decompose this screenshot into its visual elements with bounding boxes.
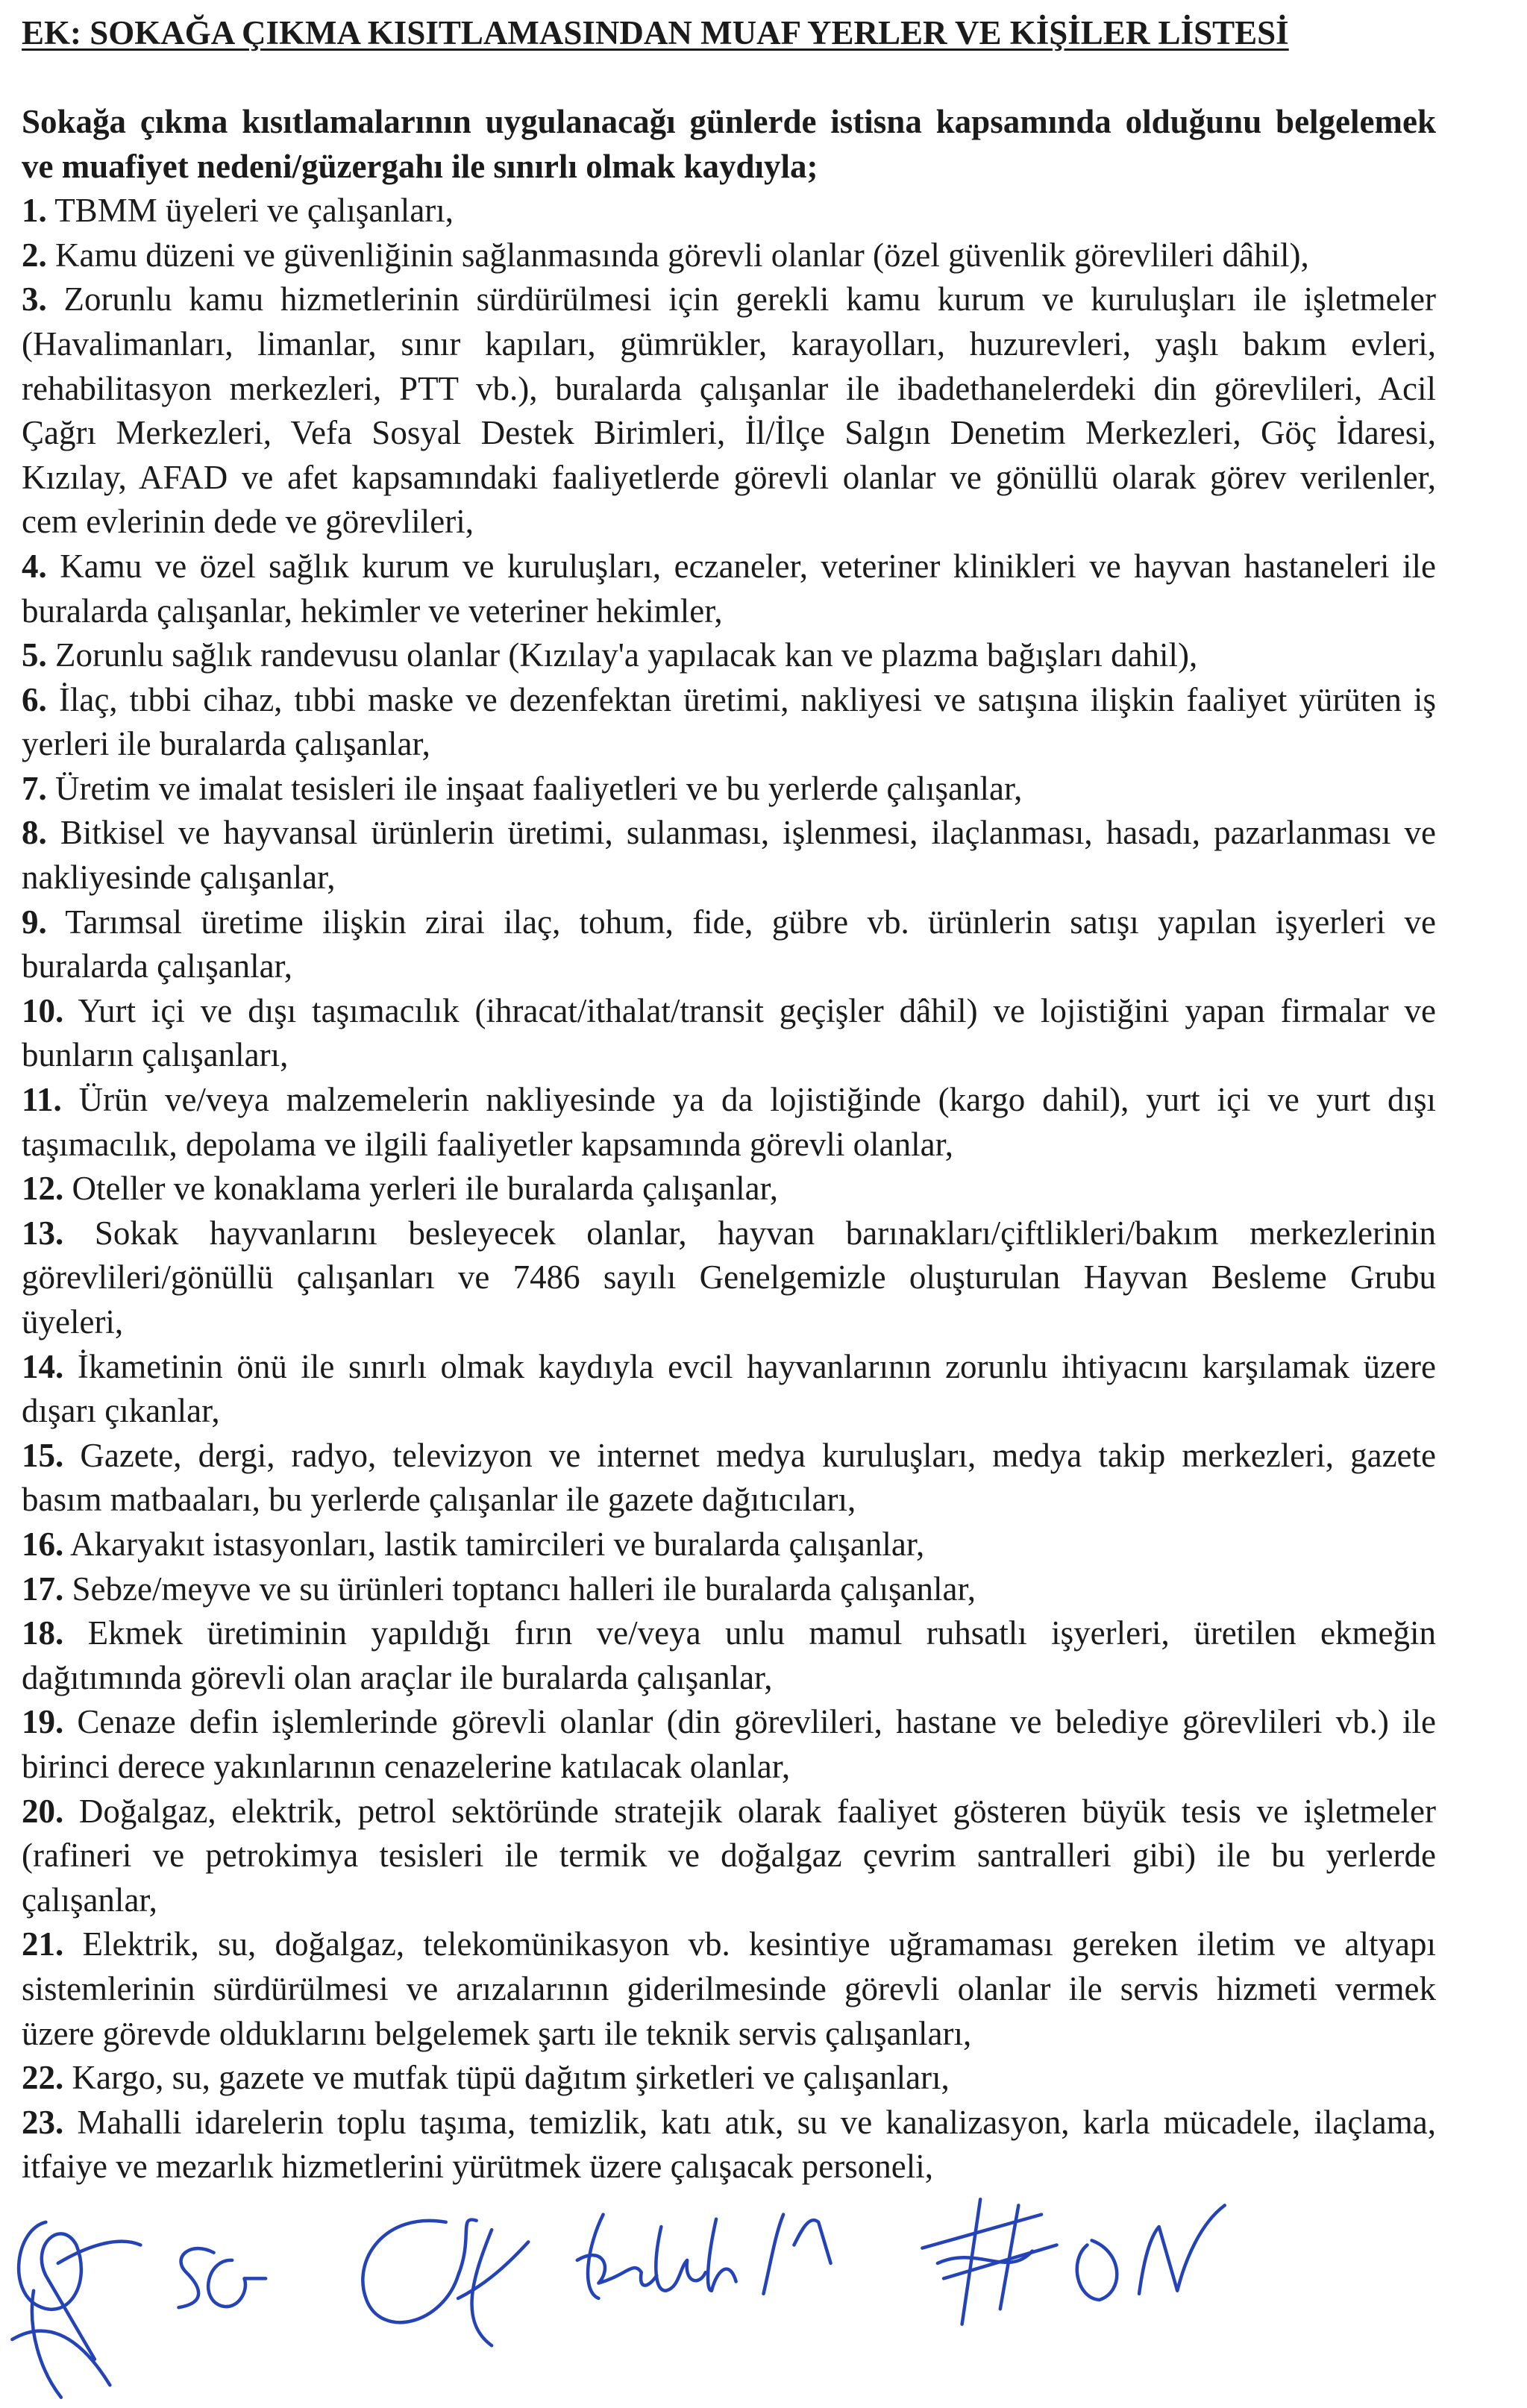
- list-item-number: 5.: [22, 636, 47, 674]
- list-item: [22, 1611, 1436, 1700]
- list-item-number: 11.: [22, 1081, 62, 1119]
- list-item-line: [22, 1922, 1436, 1967]
- list-item-text: Akaryakıt istasyonları, lastik tamircileri ve buralarda çalışanlar,: [70, 1525, 925, 1563]
- list-item-text: basım matbaaları, bu yerlerde çalışanlar ile gazete dağıtıcıları,: [22, 1481, 856, 1519]
- list-item-line: [22, 900, 1436, 945]
- list-item-line: [22, 767, 1436, 812]
- list-item-line: [22, 2101, 1436, 2145]
- list-item-text: Sokak hayvanlarını besleyecek olanlar, hayvan barınakları/çiftlikleri/bakım merkezlerinin: [94, 1214, 1436, 1252]
- list-item-line: [22, 1700, 1436, 1745]
- list-item-text: Bitkisel ve hayvansal ürünlerin üretimi, sulanması, işlenmesi, ilaçlanması, hasadı, pazarlanması ve: [60, 814, 1437, 852]
- list-item-text: Oteller ve konaklama yerleri ile buralarda çalışanlar,: [72, 1170, 778, 1208]
- list-item-text: Gazete, dergi, radyo, televizyon ve internet medya kuruluşları, medya takip merkezleri, gazete: [80, 1436, 1436, 1474]
- list-item-line: [22, 456, 1436, 501]
- list-item-number: 17.: [22, 1570, 64, 1608]
- list-item-text: Doğalgaz, elektrik, petrol sektöründe stratejik olarak faaliyet gösteren büyük tesis ve işletmeler: [78, 1792, 1437, 1830]
- list-item-line: [22, 189, 1436, 233]
- list-item-text: Ekmek üretiminin yapıldığı fırın ve/veya unlu mamul ruhsatlı işyerleri, üretilen ekmeğin: [87, 1614, 1436, 1652]
- signature-5: [764, 2215, 831, 2294]
- list-item-line: [22, 2012, 1436, 2057]
- list-item-line: [22, 367, 1436, 412]
- list-item: [22, 278, 1436, 545]
- list-item-number: 23.: [22, 2103, 64, 2141]
- list-item: [22, 1167, 1436, 1211]
- list-item-number: 13.: [22, 1214, 64, 1252]
- list-item-line: [22, 1255, 1436, 1300]
- list-item-text: sistemlerinin sürdürülmesi ve arızalarının giderilmesinde görevli olanlar ile servis hizmeti vermek: [22, 1969, 1436, 2007]
- list-item: [22, 1345, 1436, 1434]
- list-item-text: görevlileri/gönüllü çalışanları ve 7486 sayılı Genelgemizle oluşturulan Hayvan Besleme Grubu: [22, 1258, 1436, 1297]
- list-item: [22, 2101, 1436, 2189]
- list-item-line: [22, 1878, 1436, 1923]
- list-item-line: [22, 1211, 1436, 1256]
- signature-7: [1077, 2205, 1225, 2300]
- list-item-text: birinci derece yakınlarının cenazelerine katılacak olanlar,: [22, 1747, 791, 1785]
- list-item-number: 20.: [22, 1792, 64, 1830]
- list-item-text: taşımacılık, depolama ve ilgili faaliyetler kapsamında görevli olanlar,: [22, 1125, 954, 1163]
- list-item: [22, 989, 1436, 1078]
- list-item-number: 8.: [22, 814, 47, 852]
- list-item-text: İlaç, tıbbi cihaz, tıbbi maske ve dezenfektan üretimi, nakliyesi ve satışına ilişkin faaliyet yürüten iş: [58, 680, 1437, 718]
- list-item: [22, 900, 1436, 989]
- intro-line: Sokağa çıkma kısıtlamalarının uygulanacağı günlerde istisna kapsamında olduğunu belgelemek: [22, 102, 1436, 140]
- list-item-number: 4.: [22, 547, 47, 585]
- signature-1: [12, 2222, 140, 2398]
- list-item-number: 7.: [22, 769, 47, 807]
- list-item-line: [22, 989, 1436, 1034]
- list-item-text: dışarı çıkanlar,: [22, 1392, 220, 1430]
- list-item-text: Tarımsal üretime ilişkin zirai ilaç, tohum, fide, gübre vb. ürünlerin satışı yapılan işyerleri ve: [65, 903, 1437, 941]
- list-item-text: rehabilitasyon merkezleri, PTT vb.), buralarda çalışanlar ile ibadethanelerdeki din görevlileri, Acil: [22, 369, 1436, 407]
- list-item-line: [22, 545, 1436, 589]
- list-item-line: [22, 1300, 1436, 1345]
- list-item: [22, 1922, 1436, 2056]
- list-item-line: [22, 233, 1436, 278]
- list-item-text: TBMM üyeleri ve çalışanları,: [54, 192, 454, 230]
- list-item-number: 9.: [22, 903, 47, 941]
- list-item-number: 15.: [22, 1436, 64, 1474]
- list-item-text: çalışanlar,: [22, 1881, 157, 1919]
- list-item-line: [22, 944, 1436, 989]
- list-item-line: [22, 856, 1436, 900]
- list-item: [22, 1790, 1436, 1923]
- list-item-text: cem evlerinin dede ve görevlileri,: [22, 503, 474, 541]
- list-item: [22, 1523, 1436, 1567]
- list-item: [22, 678, 1436, 767]
- list-item-text: İkametinin önü ile sınırlı olmak kaydıyla evcil hayvanlarının zorunlu ihtiyacını karşılamak üzere: [77, 1347, 1437, 1385]
- list-item-line: [22, 722, 1436, 767]
- list-item-text: üzere görevde olduklarını belgelemek şartı ile teknik servis çalışanları,: [22, 2014, 972, 2052]
- document-title: EK: SOKAĞA ÇIKMA KISITLAMASINDAN MUAF YERLER VE KİŞİLER LİSTESİ: [22, 14, 1289, 51]
- list-item-number: 14.: [22, 1347, 64, 1385]
- list-item-line: [22, 278, 1436, 322]
- list-item-line: [22, 1389, 1436, 1434]
- list-item: [22, 1211, 1436, 1345]
- list-item-line: [22, 1523, 1436, 1567]
- list-item-line: [22, 589, 1436, 634]
- list-item-text: dağıtımında görevli olan araçlar ile buralarda çalışanlar,: [22, 1658, 773, 1696]
- list-item: [22, 2056, 1436, 2101]
- list-item-line: [22, 1033, 1436, 1078]
- list-item-number: 21.: [22, 1925, 64, 1963]
- list-item-line: [22, 633, 1436, 678]
- signature-3: [363, 2219, 528, 2345]
- list-item-line: [22, 1611, 1436, 1656]
- list-item-text: Ürün ve/veya malzemelerin nakliyesinde ya da lojistiğinde (kargo dahil), yurt içi ve yurt dışı: [78, 1081, 1436, 1119]
- list-item-text: Mahalli idarelerin toplu taşıma, temizlik, katı atık, su ve kanalizasyon, karla mücadele, ilaçlama,: [77, 2103, 1436, 2141]
- list-item: [22, 233, 1436, 278]
- list-item-line: [22, 2145, 1436, 2189]
- list-item-line: [22, 322, 1436, 367]
- list-item-text: (rafineri ve petrokimya tesisleri ile termik ve doğalgaz çevrim santralleri gibi) ile bu yerlerde: [22, 1837, 1436, 1875]
- list-item-text: (Havalimanları, limanlar, sınır kapıları, gümrükler, karayolları, huzurevleri, yaşlı bakım evleri,: [22, 324, 1436, 363]
- list-item-text: Yurt içi ve dışı taşımacılık (ihracat/ithalat/transit geçişler dâhil) ve lojistiğini yapan firmalar ve: [78, 991, 1436, 1029]
- list-item-text: Kargo, su, gazete ve mutfak tüpü dağıtım şirketleri ve çalışanları,: [72, 2059, 950, 2097]
- exemption-list: [22, 189, 1436, 2189]
- list-item-text: üyeleri,: [22, 1303, 124, 1341]
- list-item-line: [22, 1434, 1436, 1479]
- list-item-number: 12.: [22, 1170, 64, 1208]
- list-item-line: [22, 1345, 1436, 1390]
- list-item-line: [22, 1790, 1436, 1834]
- list-item-line: [22, 1967, 1436, 2012]
- signature-4: [577, 2215, 736, 2298]
- list-item-text: buralarda çalışanlar,: [22, 947, 292, 985]
- list-item: [22, 1567, 1436, 1612]
- list-item-text: itfaiye ve mezarlık hizmetlerini yürütmek üzere çalışacak personeli,: [22, 2148, 933, 2186]
- list-item-number: 16.: [22, 1525, 64, 1563]
- list-item-line: [22, 1834, 1436, 1878]
- list-item: [22, 1078, 1436, 1167]
- list-item-text: Zorunlu sağlık randevusu olanlar (Kızılay'a yapılacak kan ve plazma bağışları dahil),: [55, 636, 1198, 674]
- list-item-text: Kamu ve özel sağlık kurum ve kuruluşları, eczaneler, veteriner klinikleri ve hayvan hastaneleri ile: [60, 547, 1436, 585]
- list-item-line: [22, 1078, 1436, 1123]
- list-item-text: buralarda çalışanlar, hekimler ve veteriner hekimler,: [22, 592, 723, 630]
- list-item-text: Çağrı Merkezleri, Vefa Sosyal Destek Birimleri, İl/İlçe Salgın Denetim Merkezleri, Göç İdaresi,: [22, 414, 1436, 452]
- list-item-number: 18.: [22, 1614, 64, 1652]
- list-item: [22, 811, 1436, 900]
- list-item-text: nakliyesinde çalışanlar,: [22, 859, 336, 897]
- list-item-text: Kamu düzeni ve güvenliğinin sağlanmasında görevli olanlar (özel güvenlik görevlileri dâhil),: [55, 236, 1309, 274]
- list-item-line: [22, 811, 1436, 856]
- list-item-number: 6.: [22, 680, 47, 718]
- list-item-text: bunların çalışanları,: [22, 1036, 289, 1074]
- list-item-text: Elektrik, su, doğalgaz, telekomünikasyon vb. kesintiye uğramaması gereken iletim ve altyapı: [82, 1925, 1436, 1963]
- signature-block: [0, 2192, 1527, 2408]
- list-item: [22, 1434, 1436, 1523]
- intro-line: ve muafiyet nedeni/güzergahı ile sınırlı olmak kaydıyla;: [22, 147, 818, 185]
- list-item-number: 10.: [22, 991, 64, 1029]
- list-item: [22, 189, 1436, 233]
- list-item-text: Sebze/meyve ve su ürünleri toptancı halleri ile buralarda çalışanlar,: [72, 1570, 976, 1608]
- list-item: [22, 545, 1436, 633]
- list-item-line: [22, 1123, 1436, 1167]
- list-item-text: yerleri ile buralarda çalışanlar,: [22, 725, 430, 763]
- list-item-line: [22, 1167, 1436, 1211]
- list-item-line: [22, 500, 1436, 545]
- list-item-line: [22, 2056, 1436, 2101]
- list-item-line: [22, 678, 1436, 723]
- list-item-line: [22, 1656, 1436, 1701]
- list-item-line: [22, 411, 1436, 456]
- list-item-number: 1.: [22, 192, 47, 230]
- intro-paragraph: [22, 100, 1436, 189]
- list-item-text: Kızılay, AFAD ve afet kapsamındaki faaliyetlerde görevli olanlar ve gönüllü olarak görev verilenler,: [22, 458, 1436, 496]
- list-item-number: 19.: [22, 1703, 64, 1741]
- list-item-line: [22, 1567, 1436, 1612]
- list-item-number: 3.: [22, 280, 47, 319]
- document-page: [22, 11, 1436, 2189]
- list-item: [22, 1700, 1436, 1789]
- list-item-line: [22, 1745, 1436, 1790]
- list-item: [22, 767, 1436, 812]
- list-item-text: Zorunlu kamu hizmetlerinin sürdürülmesi için gerekli kamu kurum ve kuruluşları ile işletmeler: [63, 280, 1437, 319]
- list-item-text: Üretim ve imalat tesisleri ile inşaat faaliyetleri ve bu yerlerde çalışanlar,: [55, 769, 1023, 807]
- signature-6: [922, 2199, 1056, 2324]
- list-item-line: [22, 1478, 1436, 1523]
- list-item: [22, 633, 1436, 678]
- signature-2: [178, 2248, 266, 2307]
- list-item-text: Cenaze defin işlemlerinde görevli olanlar (din görevlileri, hastane ve belediye görevlileri vb.) ile: [77, 1703, 1436, 1741]
- list-item-number: 2.: [22, 236, 47, 274]
- list-item-number: 22.: [22, 2059, 64, 2097]
